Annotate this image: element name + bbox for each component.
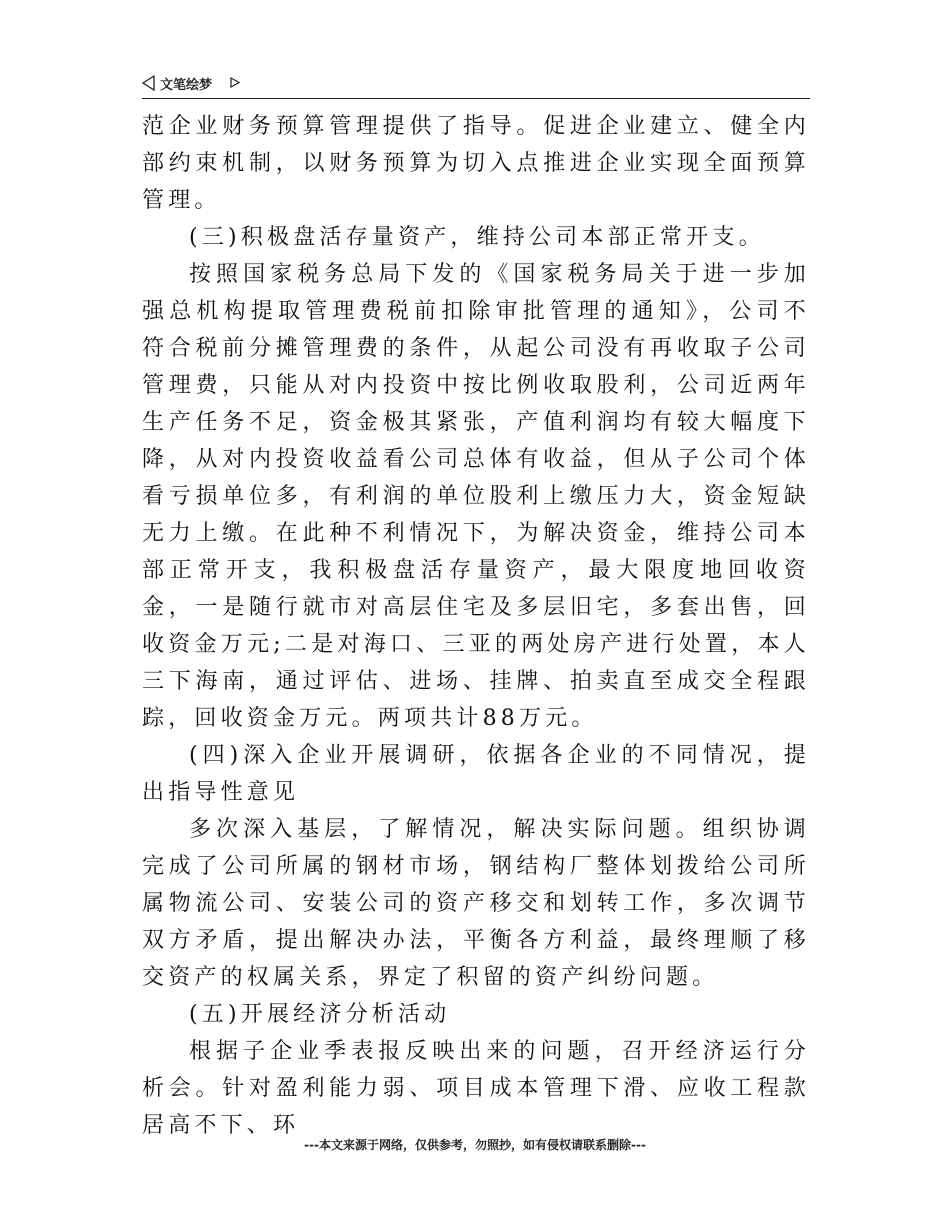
paragraph: 按照国家税务总局下发的《国家税务局关于进一步加强总机构提取管理费税前扣除审批管理的通知》，公司不符合税前分摊管理费的条件，从起公司没有再收取子公司管理费，只能从对内投资中按比例收取股利，公司近两年生产任务不足，资金极其紧张，产值利润均有较大幅度下降，从对内投资收益看公司总体有收益，但从子公司个体看亏损单位多，有利润的单位股利上缴压力大，资金短缺无力上缴。在此种不利情况下，为解决资金，维持公司本部正常开支，我积极盘活存量资产，最大限度地回收资金，一是随行就市对高层住宅及多层旧宅，多套出售，回收资金万元;二是对海口、三亚的两处房产进行处置，本人三下海南，通过评估、进场、挂牌、拍卖直至成交全程跟踪，回收资金万元。两项共计88万元。	[142, 262, 810, 731]
header-title: 文笔绘梦	[160, 78, 213, 93]
right-triangle-outline-icon	[230, 77, 240, 88]
section-heading: (四)深入企业开展调研，依据各企业的不同情况，提出指导性意见	[142, 743, 810, 805]
footer-disclaimer: ---本文来源于网络，仅供参考，勿照抄，如有侵权请联系删除---	[304, 1138, 646, 1152]
document-body	[142, 108, 810, 1144]
left-triangle-outline-icon	[142, 75, 155, 91]
page-header	[142, 72, 810, 99]
paragraph: 根据子企业季表报反映出来的问题，召开经济运行分析会。针对盈利能力弱、项目成本管理下滑、应收工程款居高不下、环	[142, 1039, 810, 1138]
section-heading: (五)开展经济分析活动	[189, 1002, 451, 1027]
section-heading: (三)积极盘活存量资产，维持公司本部正常开支。	[189, 225, 765, 250]
paragraph: 范企业财务预算管理提供了指导。促进企业建立、健全内部约束机制，以财务预算为切入点推进企业实现全面预算管理。	[142, 114, 810, 213]
paragraph: 多次深入基层，了解情况，解决实际问题。组织协调完成了公司所属的钢材市场，钢结构厂整体划拨给公司所属物流公司、安装公司的资产移交和划转工作，多次调节双方矛盾，提出解决办法，平衡各方利益，最终理顺了移交资产的权属关系，界定了积留的资产纠纷问题。	[142, 817, 810, 990]
